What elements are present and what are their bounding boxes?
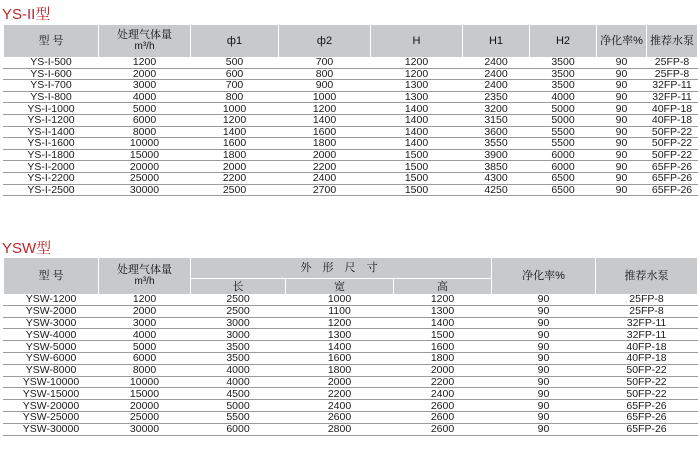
table-cell: 90 bbox=[492, 317, 596, 329]
table-cell: 20000 bbox=[99, 161, 191, 173]
table-cell: 600 bbox=[191, 68, 279, 80]
table-cell: 2400 bbox=[394, 388, 492, 400]
table-cell: 3850 bbox=[463, 161, 530, 173]
table-cell: 90 bbox=[492, 376, 596, 388]
table-cell: 1200 bbox=[371, 57, 463, 68]
col-header-gas-volume-label: 处理气体量 bbox=[117, 264, 172, 276]
table-cell: YSW-4000 bbox=[4, 329, 99, 341]
table-cell: YS-I-600 bbox=[4, 68, 99, 80]
table-cell: 90 bbox=[597, 91, 647, 103]
table-cell: 1600 bbox=[286, 352, 394, 364]
table-cell: 15000 bbox=[99, 388, 191, 400]
table-row bbox=[4, 149, 698, 161]
table-row bbox=[4, 376, 698, 388]
table-cell: 2000 bbox=[191, 161, 279, 173]
table-cell: YSW-25000 bbox=[4, 411, 99, 423]
table-cell: 900 bbox=[279, 80, 371, 92]
col-header-model: 型 号 bbox=[4, 258, 99, 294]
col-header-phi1: ф1 bbox=[191, 25, 279, 57]
table-cell: YS-I-2000 bbox=[4, 161, 99, 173]
table-cell: 40FP-18 bbox=[596, 341, 698, 353]
table-cell: 1400 bbox=[286, 341, 394, 353]
table-cell: YSW-15000 bbox=[4, 388, 99, 400]
table-row bbox=[4, 341, 698, 353]
table-row bbox=[4, 184, 698, 196]
table-cell: 1200 bbox=[191, 114, 279, 126]
table-cell: YS-I-500 bbox=[4, 57, 99, 68]
col-header-model: 型 号 bbox=[4, 25, 99, 57]
table-cell: 1500 bbox=[371, 149, 463, 161]
table-cell: 25FP-8 bbox=[647, 57, 698, 68]
col-header-h: H bbox=[371, 25, 463, 57]
col-header-h2: H2 bbox=[530, 25, 597, 57]
col-header-width: 宽 bbox=[286, 279, 394, 295]
table-cell: 90 bbox=[597, 68, 647, 80]
table-cell: 3150 bbox=[463, 114, 530, 126]
table-row bbox=[4, 352, 698, 364]
table-cell: 1800 bbox=[279, 138, 371, 150]
col-header-efficiency: 净化率% bbox=[492, 258, 596, 294]
table-cell: YS-I-2200 bbox=[4, 172, 99, 184]
table-cell: YSW-1200 bbox=[4, 294, 99, 305]
table-cell: 32FP-11 bbox=[647, 80, 698, 92]
table-cell: 90 bbox=[597, 184, 647, 196]
table-cell: 90 bbox=[597, 80, 647, 92]
table-cell: 20000 bbox=[99, 400, 191, 412]
table-row bbox=[4, 329, 698, 341]
table-row bbox=[4, 68, 698, 80]
table-row bbox=[4, 91, 698, 103]
table-cell: 5000 bbox=[191, 400, 286, 412]
table-cell: 1200 bbox=[371, 68, 463, 80]
table-cell: 3500 bbox=[191, 352, 286, 364]
table-cell: 2400 bbox=[463, 57, 530, 68]
table-cell: 65FP-26 bbox=[596, 411, 698, 423]
table-cell: 1200 bbox=[99, 57, 191, 68]
table-cell: 2000 bbox=[99, 305, 191, 317]
table-cell: 90 bbox=[492, 388, 596, 400]
table-cell: 800 bbox=[191, 91, 279, 103]
table-cell: 50FP-22 bbox=[596, 364, 698, 376]
table-cell: YSW-20000 bbox=[4, 400, 99, 412]
table-cell: 10000 bbox=[99, 138, 191, 150]
table-cell: YSW-8000 bbox=[4, 364, 99, 376]
table-cell: 1800 bbox=[286, 364, 394, 376]
table-cell: 25FP-8 bbox=[647, 68, 698, 80]
table-cell: 1400 bbox=[371, 103, 463, 115]
col-header-efficiency: 净化率% bbox=[597, 25, 647, 57]
table-cell: 1800 bbox=[191, 149, 279, 161]
table-cell: 3500 bbox=[530, 80, 597, 92]
table-cell: 4500 bbox=[191, 388, 286, 400]
table-cell: 2400 bbox=[279, 172, 371, 184]
table-cell: 2400 bbox=[463, 68, 530, 80]
table-cell: 50FP-22 bbox=[647, 138, 698, 150]
col-header-gas-volume bbox=[99, 25, 191, 57]
table-cell: 30000 bbox=[99, 423, 191, 435]
table-cell: 5000 bbox=[530, 103, 597, 115]
table-cell: 3500 bbox=[530, 57, 597, 68]
table-cell: 40FP-18 bbox=[647, 114, 698, 126]
table-cell: 1600 bbox=[394, 341, 492, 353]
table-cell: 4000 bbox=[530, 91, 597, 103]
table-cell: 25FP-8 bbox=[596, 294, 698, 305]
table-cell: 2500 bbox=[191, 305, 286, 317]
table-cell: 90 bbox=[597, 103, 647, 115]
table-cell: 5500 bbox=[191, 411, 286, 423]
table-row bbox=[4, 57, 698, 68]
table-cell: 90 bbox=[597, 114, 647, 126]
table-cell: 90 bbox=[492, 400, 596, 412]
table-cell: 1400 bbox=[371, 126, 463, 138]
col-header-height: 高 bbox=[394, 279, 492, 295]
table-row bbox=[4, 317, 698, 329]
table-cell: 2200 bbox=[191, 172, 279, 184]
table-cell: 700 bbox=[279, 57, 371, 68]
table-row bbox=[4, 114, 698, 126]
table-cell: 90 bbox=[492, 305, 596, 317]
table-cell: 30000 bbox=[99, 184, 191, 196]
table-cell: 1400 bbox=[371, 138, 463, 150]
table-cell: 6000 bbox=[99, 114, 191, 126]
table-cell: 1800 bbox=[394, 352, 492, 364]
table-cell: 90 bbox=[492, 352, 596, 364]
table-cell: 1300 bbox=[394, 305, 492, 317]
table-cell: 6000 bbox=[99, 352, 191, 364]
table-cell: 25000 bbox=[99, 172, 191, 184]
table-cell: 2700 bbox=[279, 184, 371, 196]
table-cell: 8000 bbox=[99, 126, 191, 138]
table-cell: 90 bbox=[492, 294, 596, 305]
table-cell: 5000 bbox=[99, 341, 191, 353]
table-cell: 1200 bbox=[286, 317, 394, 329]
table-cell: 3550 bbox=[463, 138, 530, 150]
table-cell: 15000 bbox=[99, 149, 191, 161]
table-cell: 50FP-22 bbox=[596, 388, 698, 400]
table-cell: 5500 bbox=[530, 126, 597, 138]
table-cell: YS-I-1200 bbox=[4, 114, 99, 126]
table-cell: 4000 bbox=[99, 91, 191, 103]
table-cell: 1200 bbox=[394, 294, 492, 305]
table-cell: YSW-30000 bbox=[4, 423, 99, 435]
table-cell: YS-I-1600 bbox=[4, 138, 99, 150]
table-row bbox=[4, 172, 698, 184]
table-cell: 65FP-26 bbox=[596, 423, 698, 435]
table-cell: 1400 bbox=[394, 317, 492, 329]
table-cell: 5000 bbox=[99, 103, 191, 115]
table-cell: 90 bbox=[492, 329, 596, 341]
table-cell: 3900 bbox=[463, 149, 530, 161]
table-cell: YSW-10000 bbox=[4, 376, 99, 388]
table-cell: 50FP-22 bbox=[647, 149, 698, 161]
table-cell: 50FP-22 bbox=[596, 376, 698, 388]
table-cell: 700 bbox=[191, 80, 279, 92]
table-cell: 90 bbox=[597, 172, 647, 184]
table-cell: 2400 bbox=[286, 400, 394, 412]
table-cell: 2350 bbox=[463, 91, 530, 103]
col-header-dimensions: 外 形 尺 寸 bbox=[191, 258, 492, 279]
table-cell: 3600 bbox=[463, 126, 530, 138]
table-cell: 1500 bbox=[371, 172, 463, 184]
table-cell: 1600 bbox=[279, 126, 371, 138]
table-cell: 1100 bbox=[286, 305, 394, 317]
table-cell: 1300 bbox=[286, 329, 394, 341]
table-cell: 2500 bbox=[191, 294, 286, 305]
col-header-gas-volume-unit: m³/h bbox=[134, 276, 155, 287]
table-cell: 90 bbox=[597, 138, 647, 150]
ys-ii-spec-table bbox=[3, 25, 698, 196]
table-cell: 3200 bbox=[463, 103, 530, 115]
col-header-h1: H1 bbox=[463, 25, 530, 57]
table1-body bbox=[4, 57, 698, 196]
table-cell: 5000 bbox=[530, 114, 597, 126]
table-cell: 90 bbox=[597, 57, 647, 68]
table-cell: 90 bbox=[492, 423, 596, 435]
table-cell: 90 bbox=[492, 411, 596, 423]
table2-body bbox=[4, 294, 698, 435]
table-cell: 6000 bbox=[530, 149, 597, 161]
table2-title: YSW型 bbox=[2, 240, 52, 257]
col-header-pump: 推荐水泵 bbox=[596, 258, 698, 294]
table-cell: 1400 bbox=[191, 126, 279, 138]
table-cell: 65FP-26 bbox=[647, 161, 698, 173]
table-cell: 1300 bbox=[371, 91, 463, 103]
table-cell: 2000 bbox=[279, 149, 371, 161]
table-cell: 90 bbox=[597, 126, 647, 138]
ysw-spec-table bbox=[3, 258, 698, 436]
table-cell: 32FP-11 bbox=[596, 317, 698, 329]
table-cell: 3500 bbox=[530, 68, 597, 80]
table1-title: YS-II型 bbox=[2, 6, 51, 23]
table-cell: 6000 bbox=[191, 423, 286, 435]
table-row bbox=[4, 423, 698, 435]
table-cell: 1400 bbox=[371, 114, 463, 126]
table-cell: 65FP-26 bbox=[647, 172, 698, 184]
table-row bbox=[4, 294, 698, 305]
table-cell: 65FP-26 bbox=[596, 400, 698, 412]
table-cell: 4300 bbox=[463, 172, 530, 184]
table-cell: 1500 bbox=[371, 184, 463, 196]
table-cell: 40FP-18 bbox=[596, 352, 698, 364]
table-row bbox=[4, 364, 698, 376]
table-cell: 2600 bbox=[394, 423, 492, 435]
table-row bbox=[4, 80, 698, 92]
table-cell: 32FP-11 bbox=[596, 329, 698, 341]
table-row bbox=[4, 161, 698, 173]
table-cell: 1200 bbox=[279, 103, 371, 115]
table-cell: 25FP-8 bbox=[596, 305, 698, 317]
table-cell: 8000 bbox=[99, 364, 191, 376]
table-cell: 2600 bbox=[394, 400, 492, 412]
table-cell: 1000 bbox=[279, 91, 371, 103]
table-cell: 1000 bbox=[286, 294, 394, 305]
table-cell: 6500 bbox=[530, 172, 597, 184]
col-header-phi2: ф2 bbox=[279, 25, 371, 57]
table-row bbox=[4, 305, 698, 317]
table-cell: 1500 bbox=[371, 161, 463, 173]
table-cell: 40FP-18 bbox=[647, 103, 698, 115]
table-cell: 2500 bbox=[191, 184, 279, 196]
table-cell: YSW-6000 bbox=[4, 352, 99, 364]
table-cell: 2400 bbox=[463, 80, 530, 92]
table-cell: 2200 bbox=[286, 388, 394, 400]
table-cell: 1200 bbox=[99, 294, 191, 305]
table-cell: 32FP-11 bbox=[647, 91, 698, 103]
table-cell: 2600 bbox=[394, 411, 492, 423]
table-cell: 1300 bbox=[371, 80, 463, 92]
table-cell: 1600 bbox=[191, 138, 279, 150]
table-cell: 50FP-22 bbox=[647, 126, 698, 138]
table-cell: 6500 bbox=[530, 184, 597, 196]
table-cell: YS-I-2500 bbox=[4, 184, 99, 196]
table-cell: 1000 bbox=[191, 103, 279, 115]
col-header-gas-volume-unit: m³/h bbox=[134, 41, 155, 52]
table-cell: YS-I-800 bbox=[4, 91, 99, 103]
table-cell: 2800 bbox=[286, 423, 394, 435]
table-cell: 90 bbox=[597, 161, 647, 173]
col-header-gas-volume-label: 处理气体量 bbox=[117, 29, 172, 41]
table-row bbox=[4, 138, 698, 150]
table-cell: 4000 bbox=[191, 376, 286, 388]
table-cell: YS-I-1000 bbox=[4, 103, 99, 115]
table-cell: YSW-5000 bbox=[4, 341, 99, 353]
table-row bbox=[4, 388, 698, 400]
table-cell: 3000 bbox=[99, 80, 191, 92]
table-cell: 5500 bbox=[530, 138, 597, 150]
table-cell: 500 bbox=[191, 57, 279, 68]
table-cell: 4000 bbox=[191, 364, 286, 376]
table-cell: 65FP-26 bbox=[647, 184, 698, 196]
table-row bbox=[4, 411, 698, 423]
table-cell: 2600 bbox=[286, 411, 394, 423]
table-cell: 1500 bbox=[394, 329, 492, 341]
table-cell: 10000 bbox=[99, 376, 191, 388]
table-cell: 2000 bbox=[99, 68, 191, 80]
table-cell: 4250 bbox=[463, 184, 530, 196]
table-row bbox=[4, 126, 698, 138]
table-cell: 1400 bbox=[279, 114, 371, 126]
table-cell: 3500 bbox=[191, 341, 286, 353]
table-cell: 90 bbox=[492, 364, 596, 376]
table-cell: 3000 bbox=[191, 329, 286, 341]
table-cell: 800 bbox=[279, 68, 371, 80]
table-cell: YS-I-1400 bbox=[4, 126, 99, 138]
table-cell: YSW-3000 bbox=[4, 317, 99, 329]
table-row bbox=[4, 400, 698, 412]
table-cell: 3000 bbox=[99, 317, 191, 329]
table-cell: 2200 bbox=[394, 376, 492, 388]
table-cell: 2200 bbox=[279, 161, 371, 173]
col-header-pump: 推荐水泵 bbox=[647, 25, 698, 57]
table-cell: 2000 bbox=[394, 364, 492, 376]
table-cell: 25000 bbox=[99, 411, 191, 423]
table-cell: 6000 bbox=[530, 161, 597, 173]
table-cell: 90 bbox=[492, 341, 596, 353]
table-cell: YS-I-1800 bbox=[4, 149, 99, 161]
table-cell: YSW-2000 bbox=[4, 305, 99, 317]
col-header-length: 长 bbox=[191, 279, 286, 295]
table-cell: YS-I-700 bbox=[4, 80, 99, 92]
table-cell: 90 bbox=[597, 149, 647, 161]
table-cell: 3000 bbox=[191, 317, 286, 329]
col-header-gas-volume bbox=[99, 258, 191, 294]
table-cell: 2000 bbox=[286, 376, 394, 388]
table-cell: 4000 bbox=[99, 329, 191, 341]
table-row bbox=[4, 103, 698, 115]
